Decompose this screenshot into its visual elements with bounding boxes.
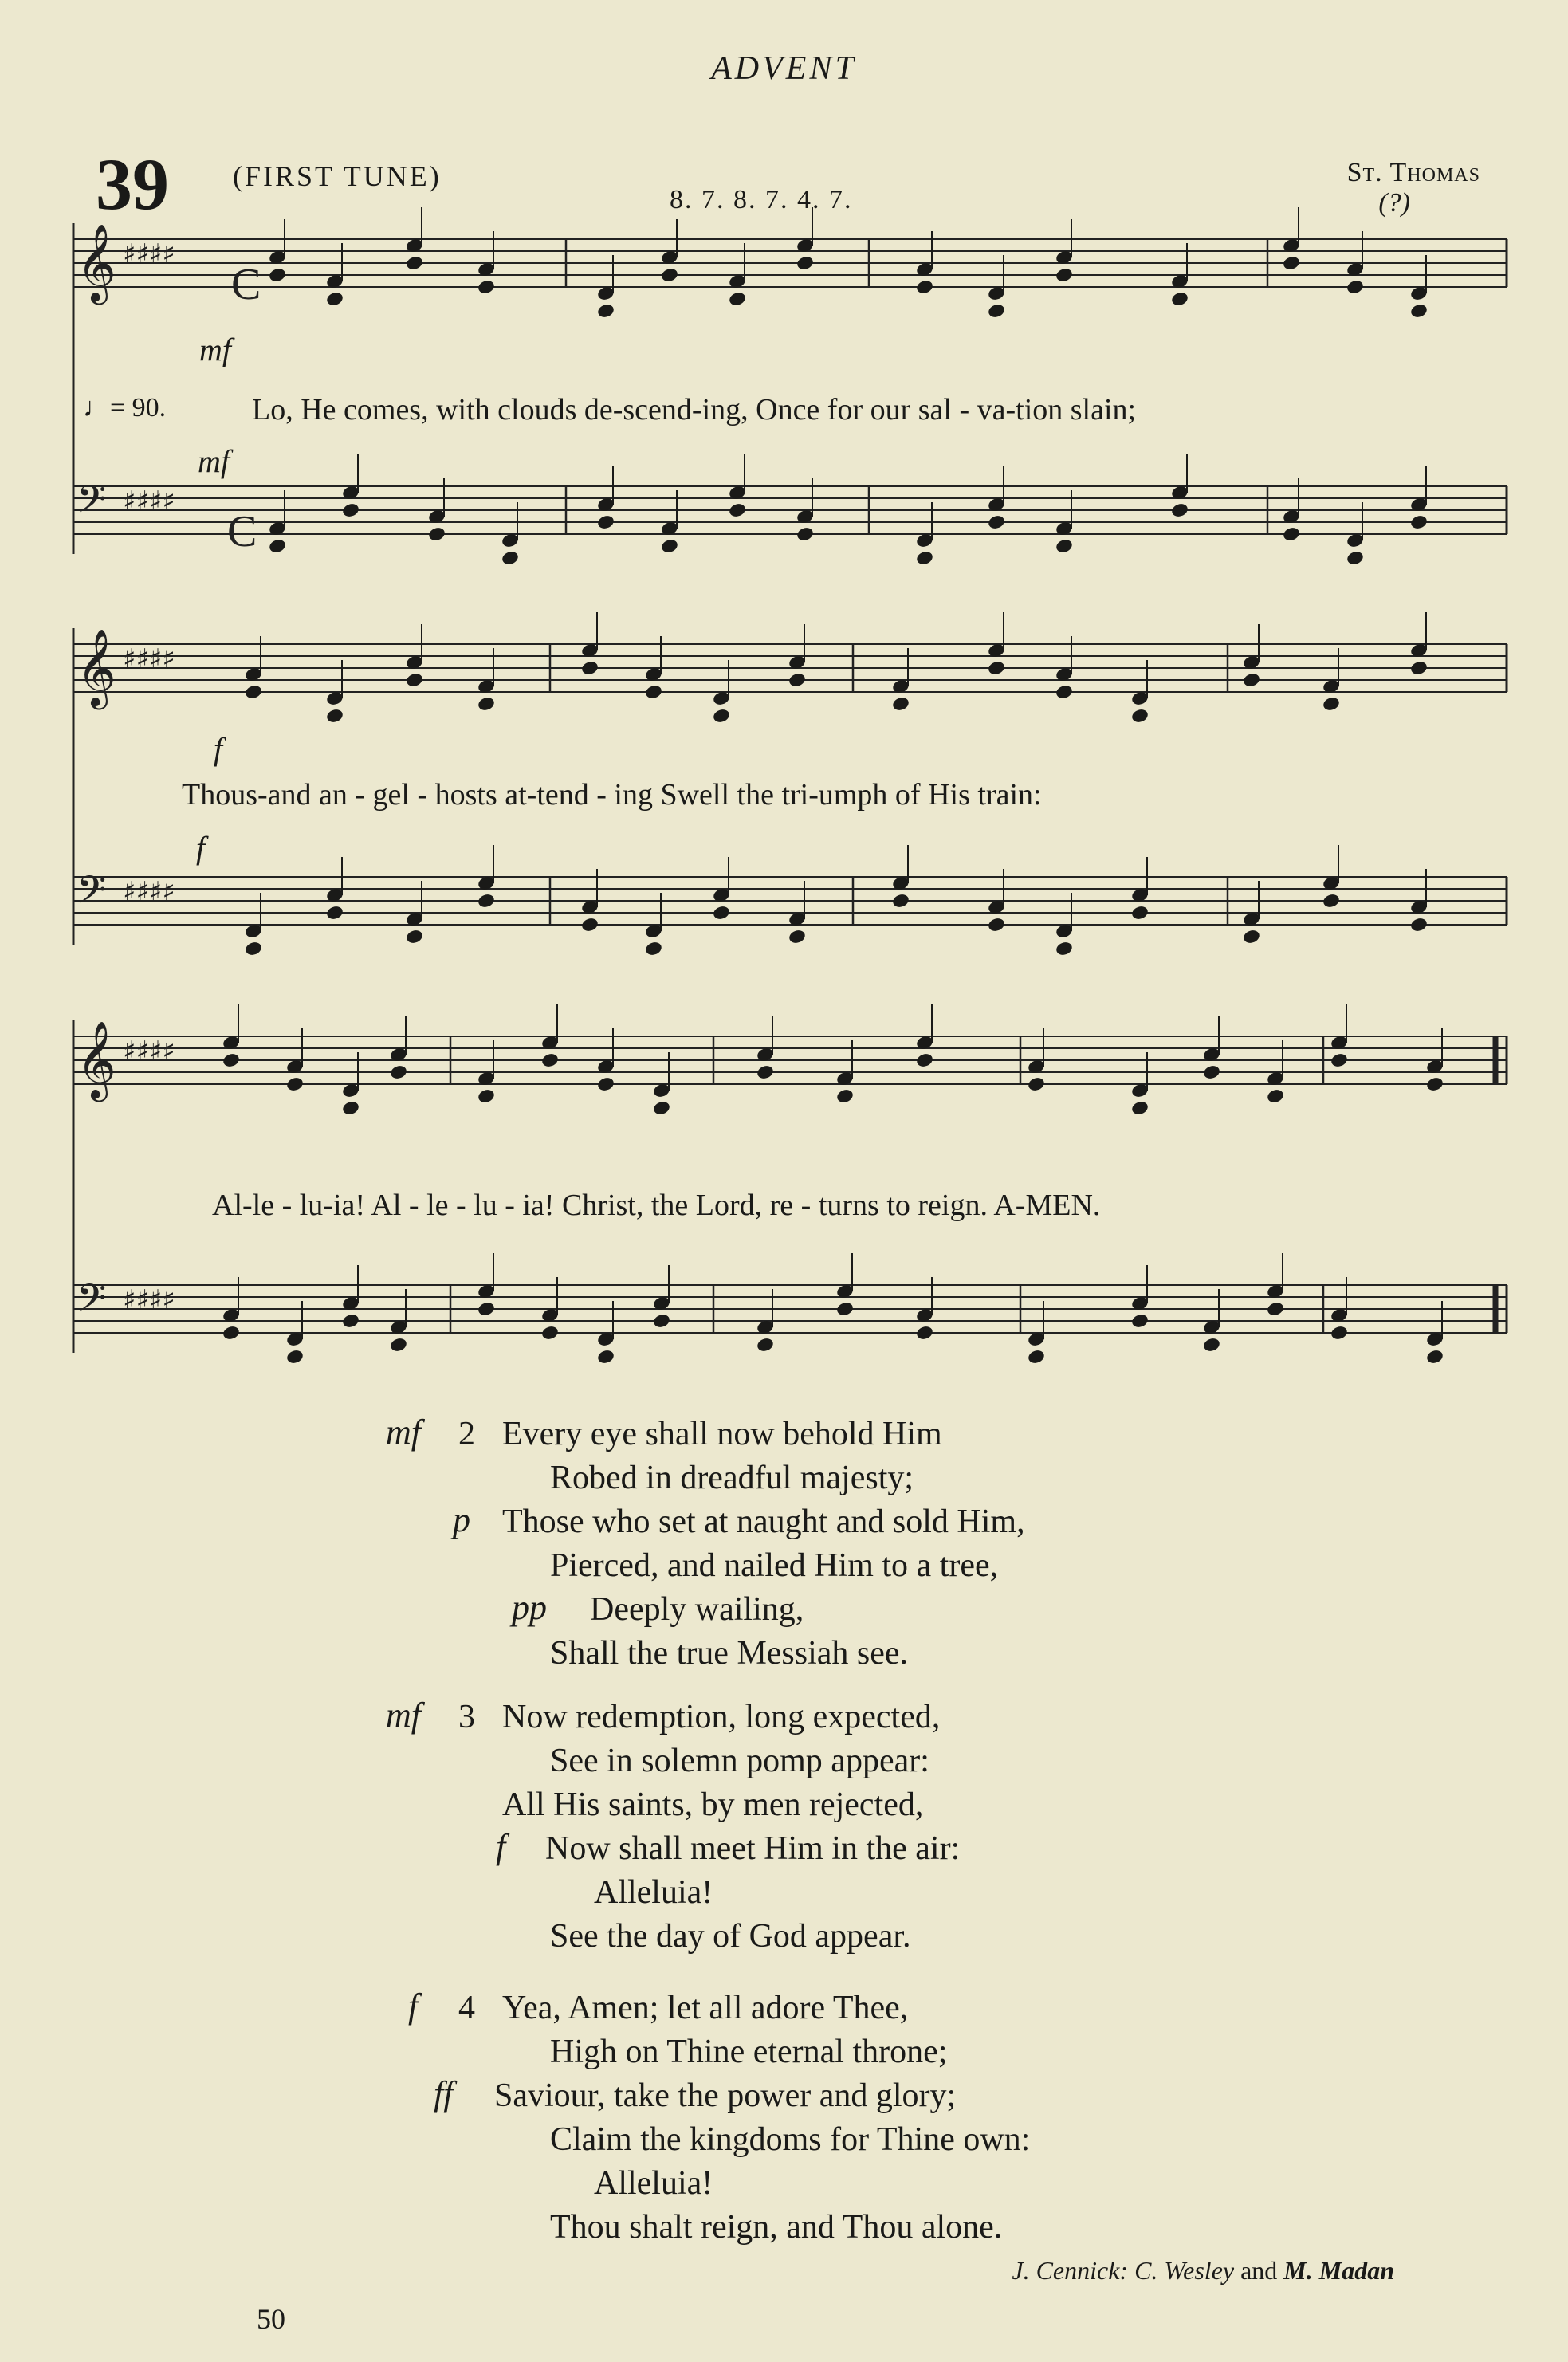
note-head xyxy=(796,255,815,272)
note-head xyxy=(644,684,663,701)
note-head xyxy=(796,526,815,543)
note-head xyxy=(477,893,496,910)
note-head xyxy=(987,917,1006,933)
verse-line: Claim the kingdoms for Thine own: xyxy=(550,2121,1031,2158)
quarter-note-icon: ♩ xyxy=(83,393,110,422)
verse-line: Now redemption, long expected, xyxy=(502,1699,941,1735)
note-head xyxy=(596,1349,615,1366)
verse-line: Alleluia! xyxy=(594,1874,713,1911)
note-head xyxy=(1130,1313,1149,1330)
note-head xyxy=(285,1349,305,1366)
note-head xyxy=(427,526,446,543)
note-head xyxy=(835,1088,855,1105)
note-head xyxy=(915,1052,934,1069)
verse-dynamic: f xyxy=(496,1827,506,1866)
note-head xyxy=(987,660,1006,677)
note-head xyxy=(1055,941,1074,957)
note-head xyxy=(1202,1064,1221,1081)
note-head xyxy=(891,893,910,910)
note-head xyxy=(987,514,1006,531)
verse-dynamic: mf xyxy=(386,1696,421,1735)
note-head xyxy=(915,279,934,296)
note-head xyxy=(244,684,263,701)
note-head xyxy=(341,1313,360,1330)
note-head xyxy=(1409,303,1428,320)
verse-line: Those who set at naught and sold Him, xyxy=(502,1503,1025,1540)
note-head xyxy=(389,1337,408,1354)
tune-label: (FIRST TUNE) xyxy=(233,160,442,192)
note-head xyxy=(405,255,424,272)
verse-line: See the day of God appear. xyxy=(550,1918,911,1955)
note-head xyxy=(268,267,287,284)
note-head xyxy=(1242,929,1261,945)
verse-number: 4 xyxy=(458,1990,475,2026)
note-head xyxy=(325,708,344,725)
note-head xyxy=(660,267,679,284)
verse-number: 2 xyxy=(458,1416,475,1452)
note-head xyxy=(788,672,807,689)
verse-line: Thou shalt reign, and Thou alone. xyxy=(550,2209,1003,2246)
verse-dynamic: f xyxy=(408,1987,419,2026)
verse-line: Pierced, and nailed Him to a tree, xyxy=(550,1547,999,1584)
note-head xyxy=(756,1064,775,1081)
note-head xyxy=(1282,255,1301,272)
note-head xyxy=(1055,267,1074,284)
note-head xyxy=(660,538,679,555)
text-attribution xyxy=(1012,2256,1394,2285)
note-head xyxy=(596,514,615,531)
note-head xyxy=(1409,514,1428,531)
note-head xyxy=(1322,893,1341,910)
note-head xyxy=(712,708,731,725)
note-head xyxy=(405,672,424,689)
hymn-number: 39 xyxy=(96,143,169,225)
verse-line: Saviour, take the power and glory; xyxy=(494,2077,957,2114)
note-head xyxy=(540,1325,560,1342)
note-head xyxy=(644,941,663,957)
note-head xyxy=(1055,538,1074,555)
note-head xyxy=(501,550,520,567)
treble-dynamic-2: f xyxy=(214,731,223,767)
attribution-authors-b: M. Madan xyxy=(1283,2256,1394,2285)
common-time-icon: C xyxy=(227,507,257,556)
note-head xyxy=(1027,1349,1046,1366)
tune-attribution: (?) xyxy=(1378,188,1410,218)
note-head xyxy=(580,660,599,677)
note-head xyxy=(222,1325,241,1342)
tempo-value: = 90. xyxy=(110,393,167,422)
note-head xyxy=(1330,1052,1349,1069)
bass-dynamic-2: f xyxy=(196,830,206,866)
note-head xyxy=(915,1325,934,1342)
verse-line: All His saints, by men rejected, xyxy=(502,1786,924,1823)
note-head xyxy=(1130,905,1149,922)
treble-clef-icon: 𝄞 xyxy=(77,628,116,706)
note-head xyxy=(580,917,599,933)
note-head xyxy=(1130,1100,1149,1117)
note-head xyxy=(1202,1337,1221,1354)
note-head xyxy=(1055,684,1074,701)
verse-line: Yea, Amen; let all adore Thee, xyxy=(502,1990,909,2026)
note-head xyxy=(1170,502,1189,519)
note-head xyxy=(268,538,287,555)
key-signature-icon: ♯♯♯♯ xyxy=(123,643,175,675)
note-head xyxy=(1425,1349,1444,1366)
note-head xyxy=(835,1301,855,1318)
note-head xyxy=(341,1100,360,1117)
note-head xyxy=(1425,1076,1444,1093)
note-head xyxy=(244,941,263,957)
verse-line: High on Thine eternal throne; xyxy=(550,2034,948,2070)
note-head xyxy=(728,502,747,519)
lyrics-line-3: Al-le - lu-ia! Al - le - lu - ia! Christ, the Lord, re - turns to reign. A-MEN. xyxy=(212,1189,1101,1222)
verse-dynamic: p xyxy=(453,1500,470,1539)
note-head xyxy=(1027,1076,1046,1093)
verse-line: See in solemn pomp appear: xyxy=(550,1743,929,1779)
note-head xyxy=(712,905,731,922)
key-signature-icon: ♯♯♯♯ xyxy=(123,238,175,270)
note-head xyxy=(915,550,934,567)
treble-dynamic-1: mf xyxy=(199,332,231,367)
note-head xyxy=(1266,1088,1285,1105)
key-signature-icon: ♯♯♯♯ xyxy=(123,876,175,908)
note-head xyxy=(325,905,344,922)
common-time-icon: C xyxy=(231,260,261,309)
verse-dynamic: pp xyxy=(512,1588,547,1627)
key-signature-icon: ♯♯♯♯ xyxy=(123,1036,175,1067)
note-head xyxy=(222,1052,241,1069)
note-head xyxy=(477,1301,496,1318)
attribution-authors-a: J. Cennick: C. Wesley xyxy=(1012,2256,1235,2285)
note-head xyxy=(341,502,360,519)
lyrics-line-2: Thous-and an - gel - hosts at-tend - ing Swell the tri-umph of His train: xyxy=(182,778,1042,812)
meter: 8. 7. 8. 7. 4. 7. xyxy=(670,185,853,214)
note-head xyxy=(285,1076,305,1093)
note-head xyxy=(1282,526,1301,543)
note-head xyxy=(891,696,910,713)
note-head xyxy=(477,696,496,713)
note-head xyxy=(1266,1301,1285,1318)
attribution-and: and xyxy=(1240,2256,1278,2285)
note-head xyxy=(325,291,344,308)
note-head xyxy=(1242,672,1261,689)
note-head xyxy=(1330,1325,1349,1342)
treble-clef-icon: 𝄞 xyxy=(77,223,116,301)
note-head xyxy=(1346,550,1365,567)
note-head xyxy=(756,1337,775,1354)
treble-clef-icon: 𝄞 xyxy=(77,1020,116,1098)
verse-line: Robed in dreadful majesty; xyxy=(550,1460,914,1496)
tune-name: St. Thomas xyxy=(1346,158,1480,187)
note-head xyxy=(652,1100,671,1117)
verse-dynamic: mf xyxy=(386,1413,421,1452)
note-head xyxy=(477,279,496,296)
section-title: ADVENT xyxy=(711,50,857,87)
note-head xyxy=(389,1064,408,1081)
note-head xyxy=(540,1052,560,1069)
note-head xyxy=(1322,696,1341,713)
note-head xyxy=(1170,291,1189,308)
note-head xyxy=(1409,917,1428,933)
page-number: 50 xyxy=(257,2303,285,2335)
bass-clef-icon: 𝄢 xyxy=(77,1275,107,1330)
bass-clef-icon: 𝄢 xyxy=(77,477,107,531)
note-head xyxy=(1346,279,1365,296)
note-head xyxy=(477,1088,496,1105)
note-head xyxy=(652,1313,671,1330)
verse-line: Every eye shall now behold Him xyxy=(502,1416,942,1452)
tempo-marking xyxy=(83,393,166,423)
lyrics-line-1: Lo, He comes, with clouds de-scend-ing, Once for our sal - va-tion slain; xyxy=(252,393,1137,426)
key-signature-icon: ♯♯♯♯ xyxy=(123,485,175,517)
note-head xyxy=(405,929,424,945)
note-head xyxy=(596,1076,615,1093)
bass-clef-icon: 𝄢 xyxy=(77,867,107,922)
note-head xyxy=(596,303,615,320)
verse-dynamic: ff xyxy=(434,2074,454,2113)
note-head xyxy=(1130,708,1149,725)
bass-dynamic-1: mf xyxy=(198,443,230,479)
note-head xyxy=(788,929,807,945)
verse-number: 3 xyxy=(458,1699,475,1735)
verse-line: Alleluia! xyxy=(594,2165,713,2202)
verse-line: Deeply wailing, xyxy=(590,1591,804,1628)
note-head xyxy=(1409,660,1428,677)
key-signature-icon: ♯♯♯♯ xyxy=(123,1284,175,1316)
note-head xyxy=(728,291,747,308)
note-head xyxy=(987,303,1006,320)
verse-line: Now shall meet Him in the air: xyxy=(545,1830,961,1867)
verse-line: Shall the true Messiah see. xyxy=(550,1635,909,1672)
